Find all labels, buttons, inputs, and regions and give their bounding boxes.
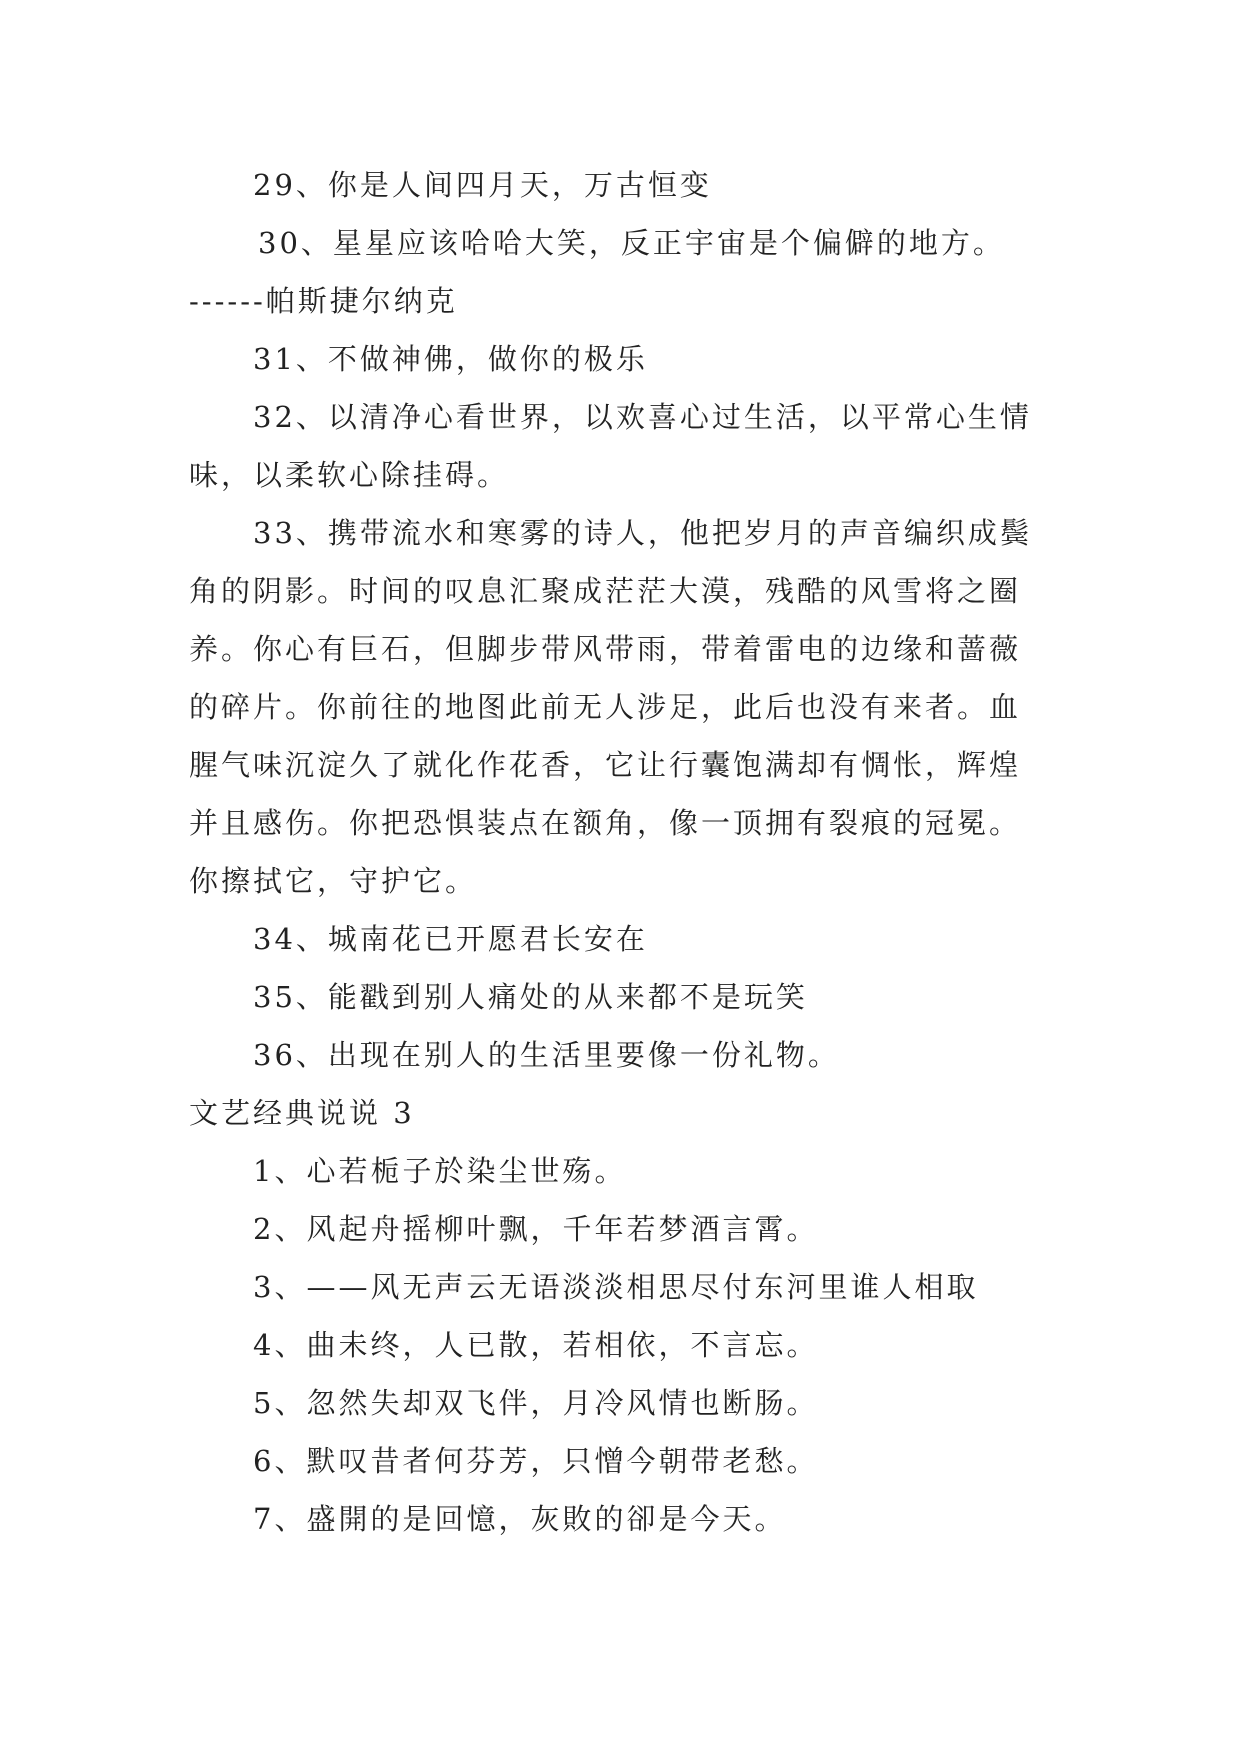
text-line-33-cont-4: 腥气味沉淀久了就化作花香，它让行囊饱满却有惆怅，辉煌: [189, 748, 1022, 782]
text-line-33-cont-2: 养。你心有巨石，但脚步带风带雨，带着雷电的边缘和蔷薇: [189, 632, 1022, 666]
text-line-s3-5: 5、忽然失却双飞伴，月冷风情也断肠。: [253, 1386, 819, 1420]
text-line-35: 35、能戳到别人痛处的从来都不是玩笑: [253, 980, 808, 1014]
text-line-s3-6: 6、默叹昔者何芬芳，只憎今朝带老愁。: [253, 1444, 819, 1478]
text-line-s3-3: 3、——风无声云无语淡淡相思尽付东河里谁人相取: [253, 1270, 979, 1304]
text-line-s3-1: 1、心若栀子於染尘世殇。: [253, 1154, 627, 1188]
text-line-30-attribution: ------帕斯捷尔纳克: [189, 284, 458, 318]
text-line-34: 34、城南花已开愿君长安在: [253, 922, 648, 956]
text-line-s3-2: 2、风起舟摇柳叶飘，千年若梦酒言霄。: [253, 1212, 819, 1246]
text-line-33-cont-6: 你擦拭它，守护它。: [189, 864, 478, 898]
text-line-32: 32、以清净心看世界，以欢喜心过生活，以平常心生情: [253, 400, 1032, 434]
text-line-32-cont: 味，以柔软心除挂碍。: [189, 458, 510, 492]
text-line-33: 33、携带流水和寒雾的诗人，他把岁月的声音编织成鬓: [253, 516, 1032, 550]
text-line-33-cont-5: 并且感伤。你把恐惧装点在额角，像一顶拥有裂痕的冠冕。: [189, 806, 1022, 840]
section-heading: 文艺经典说说 3: [189, 1096, 415, 1130]
text-line-29: 29、你是人间四月天，万古恒变: [253, 168, 712, 202]
text-line-31: 31、不做神佛，做你的极乐: [253, 342, 648, 376]
text-line-36: 36、出现在别人的生活里要像一份礼物。: [253, 1038, 840, 1072]
text-line-s3-7: 7、盛開的是回憶，灰敗的卻是今天。: [253, 1502, 787, 1536]
text-line-33-cont-3: 的碎片。你前往的地图此前无人涉足，此后也没有来者。血: [189, 690, 1022, 724]
text-line-30: 30、星星应该哈哈大笑，反正宇宙是个偏僻的地方。: [258, 226, 1005, 260]
text-line-33-cont-1: 角的阴影。时间的叹息汇聚成茫茫大漠，残酷的风雪将之圈: [189, 574, 1022, 608]
text-line-s3-4: 4、曲未终，人已散，若相依，不言忘。: [253, 1328, 819, 1362]
